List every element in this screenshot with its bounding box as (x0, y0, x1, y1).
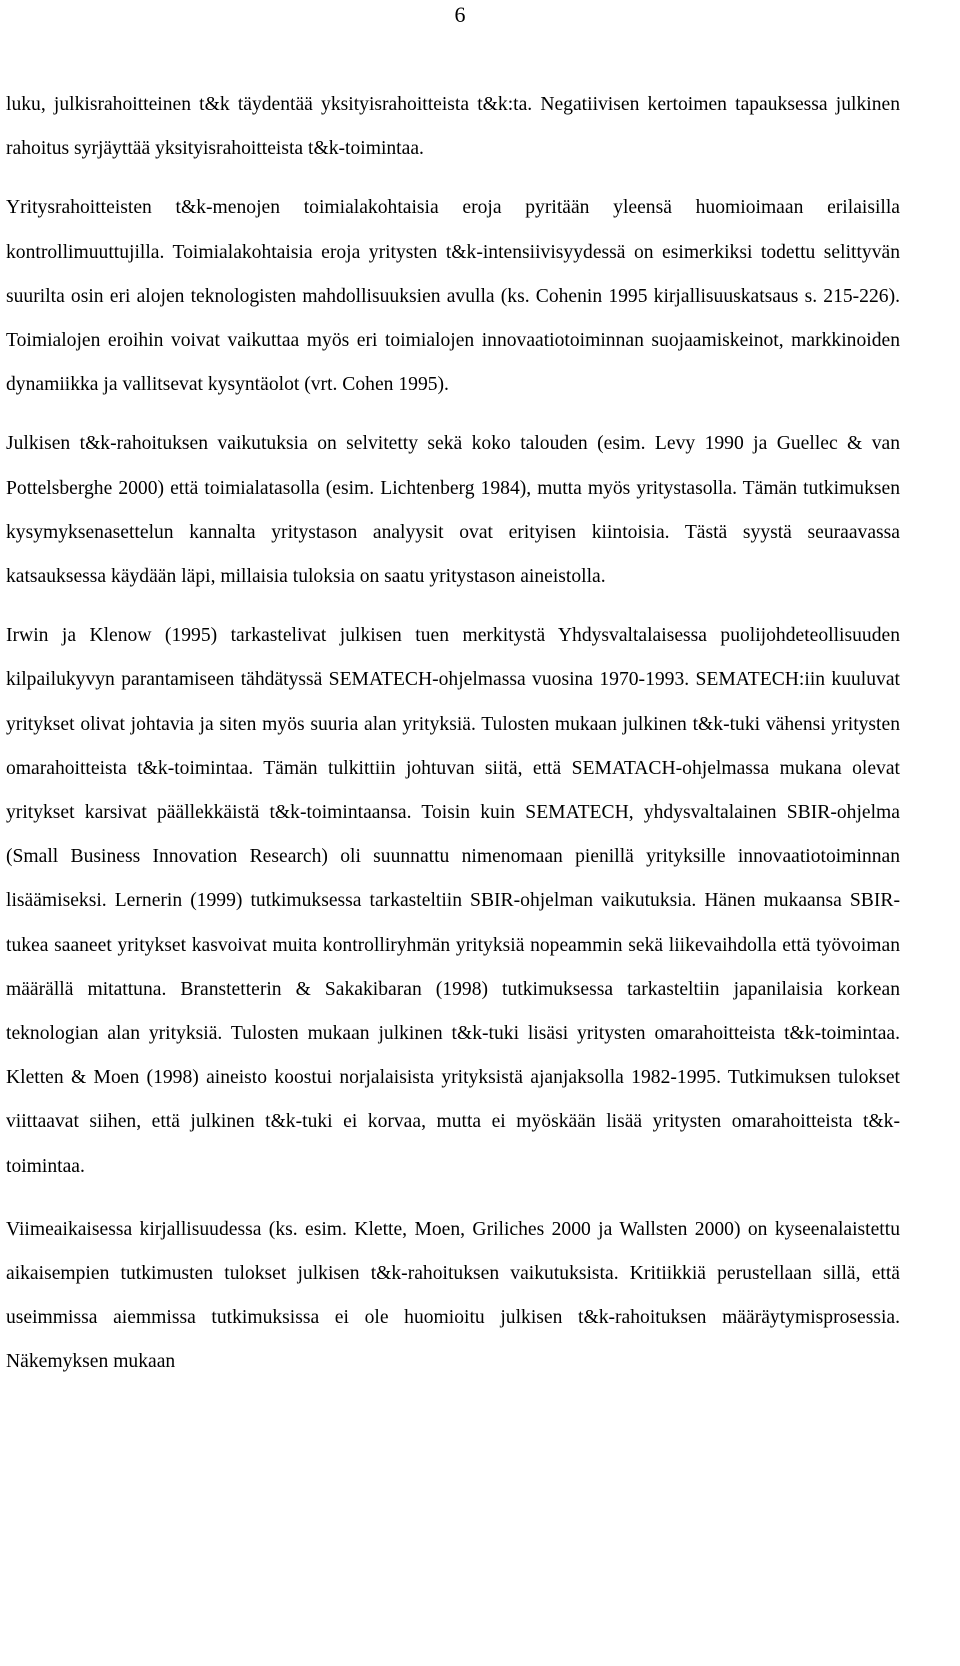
paragraph-4: Irwin ja Klenow (1995) tarkastelivat julkisen tuen merkitystä Yhdysvaltalaisessa puolijohdeteollisuuden kilpailukyvyn parantamiseen tähdätyssä SEMATECH-ohjelmassa vuosina 1970-1993. SEMATECH:iin kuuluvat yritykset olivat johtavia ja siten myös suuria alan yrityksiä. Tulosten mukaan julkinen t&k-tuki vähensi yritysten omarahoitteista t&k-toimintaa. Tämän tulkittiin johtuvan siitä, että SEMATACH-ohjelmassa mukana olevat yritykset karsivat päällekkäistä t&k-toimintaansa. Toisin kuin SEMATECH, yhdysvaltalainen SBIR-ohjelma (Small Business Innovation Research) oli suunnattu nimenomaan pienillä yrityksille innovaatiotoiminnan lisäämiseksi. Lernerin (1999) tutkimuksessa tarkasteltiin SBIR-ohjelman vaikutuksia. Hänen mukaansa SBIR-tukea saaneet yritykset kasvoivat muita kontrolliryhmän yrityksiä nopeammin sekä liikevaihdolla että työvoiman määrällä mitattuna. Branstetterin & Sakakibaran (1998) tutkimuksessa tarkasteltiin japanilaisia korkean teknologian alan yrityksiä. Tulosten mukaan julkinen t&k-tuki lisäsi yritysten omarahoitteista t&k-toimintaa. Kletten & Moen (1998) aineisto koostui norjalaisista yrityksistä ajanjaksolla 1982-1995. Tutkimuksen tulokset viittaavat siihen, että julkinen t&k-tuki ei korvaa, mutta ei myöskään lisää yritysten omarahoitteista t&k-toimintaa. (6, 625, 900, 1177)
body-text (6, 83, 900, 1385)
paragraph-5: Viimeaikaisessa kirjallisuudessa (ks. esim. Klette, Moen, Griliches 2000 ja Wallsten 2000) on kyseenalaistettu aikaisempien tutkimusten tulokset julkisen t&k-rahoituksen vaikutuksista. Kritiikkiä perustellaan sillä, että useimmissa aiemmissa tutkimuksissa ei ole huomioitu julkisen t&k-rahoituksen määräytymisprosessia. Näkemyksen mukaan (6, 1218, 900, 1373)
paragraph-3: Julkisen t&k-rahoituksen vaikutuksia on selvitetty sekä koko talouden (esim. Levy 1990 ja Guellec & van Pottelsberghe 2000) että toimialatasolla (esim. Lichtenberg 1984), mutta myös yritystasolla. Tämän tutkimuksen kysymyksenasettelun kannalta yritystason analyysit ovat erityisen kiintoisia. Tästä syystä seuraavassa katsauksessa käydään läpi, millaisia tuloksia on saatu yritystason aineistolla. (6, 433, 900, 588)
page-number: 6 (454, 2, 466, 27)
paragraph-1: luku, julkisrahoitteinen t&k täydentää yksityisrahoitteista t&k:ta. Negatiivisen kertoimen tapauksessa julkinen rahoitus syrjäyttää yksityisrahoitteista t&k-toimintaa. (6, 94, 900, 160)
paragraph-2: Yritysrahoitteisten t&k-menojen toimialakohtaisia eroja pyritään yleensä huomioimaan erilaisilla kontrollimuuttujilla. Toimialakohtaisia eroja yritysten t&k-intensiivisyydessä on esimerkiksi todettu selittyvän suurilta osin eri alojen teknologisten mahdollisuuksien avulla (ks. Cohenin 1995 kirjallisuuskatsaus s. 215-226). Toimialojen eroihin voivat vaikuttaa myös eri toimialojen innovaatiotoiminnan suojaamiskeinot, markkinoiden dynamiikka ja vallitsevat kysyntäolot (vrt. Cohen 1995). (6, 197, 900, 396)
